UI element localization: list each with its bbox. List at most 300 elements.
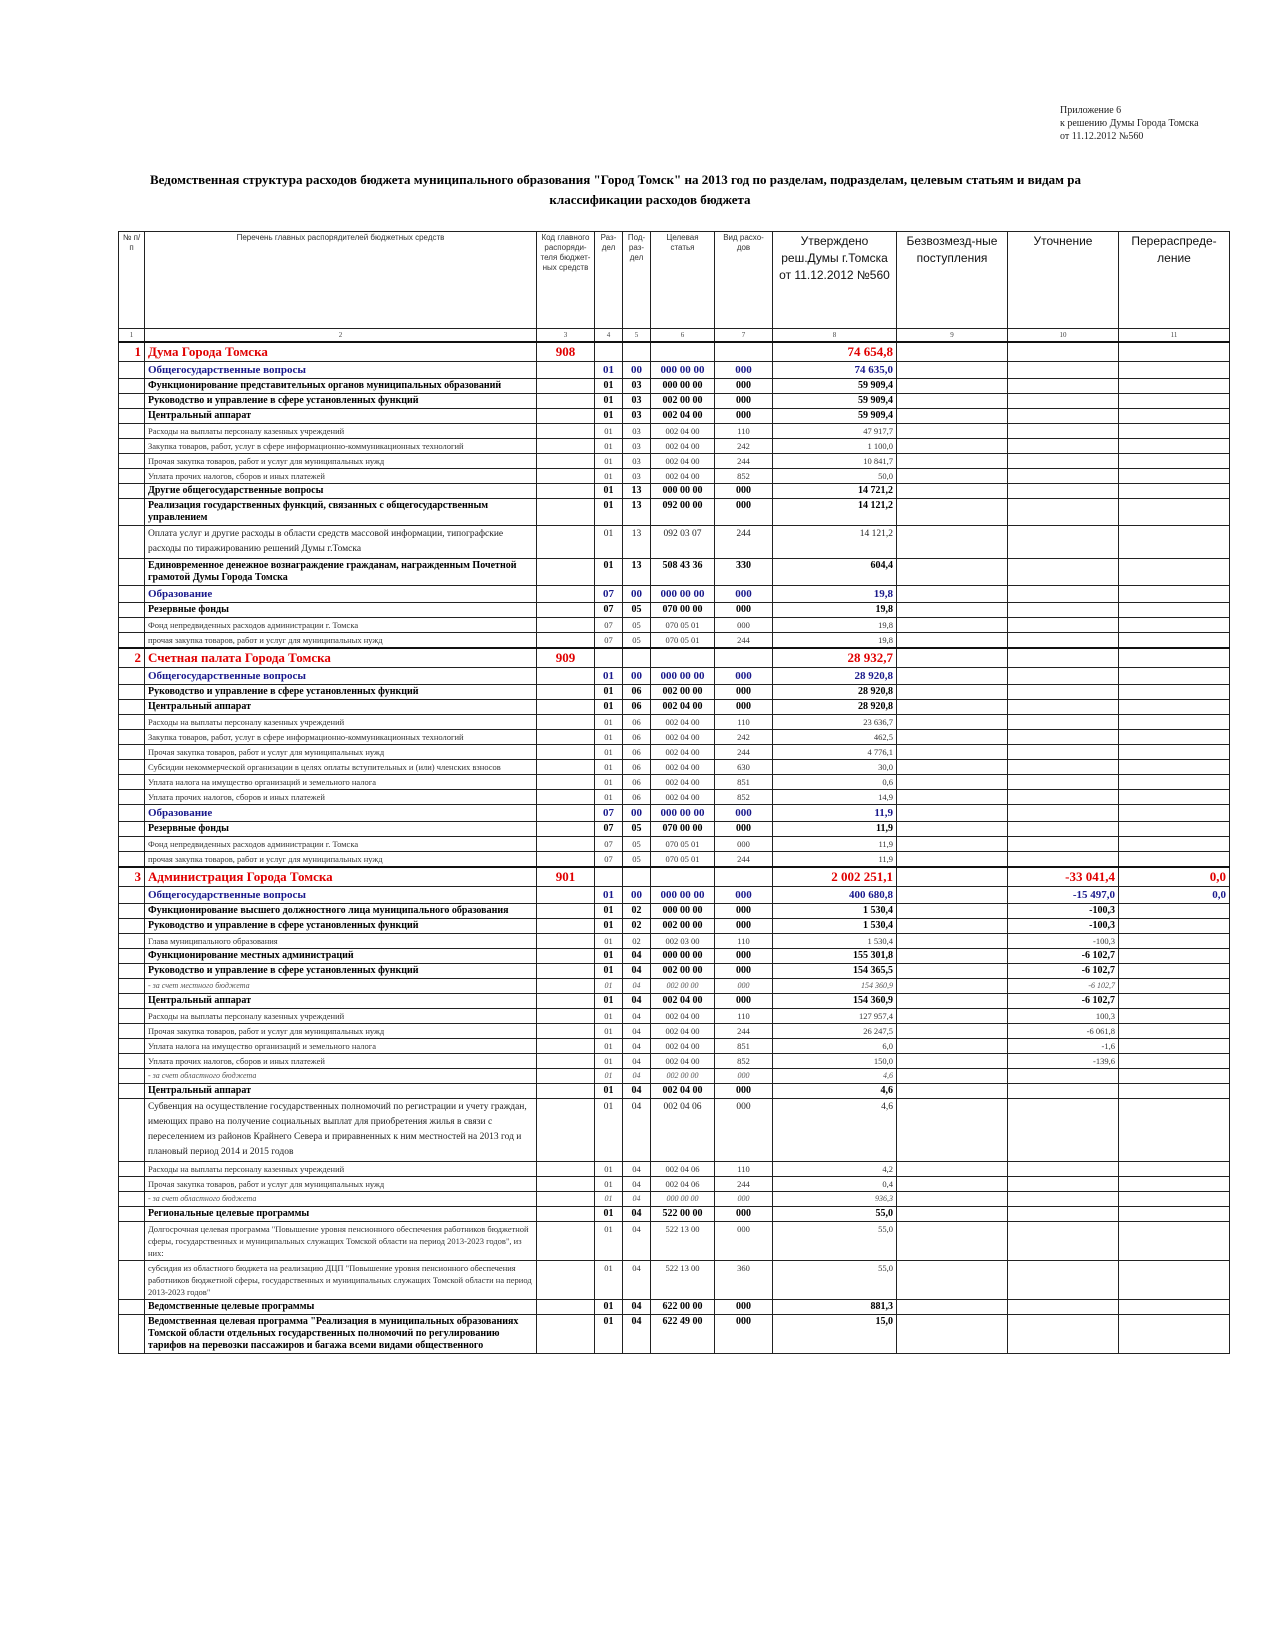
target-article: 002 04 00 xyxy=(651,439,715,454)
table-row xyxy=(119,1315,1230,1354)
section-code: 01 xyxy=(595,1177,623,1192)
clarification-amount xyxy=(1008,439,1119,454)
approved-amount: 50,0 xyxy=(773,469,897,484)
clarification-amount xyxy=(1008,837,1119,852)
section-code: 01 xyxy=(595,964,623,979)
section-code: 07 xyxy=(595,618,623,633)
admin-code xyxy=(537,685,595,700)
approved-amount: 55,0 xyxy=(773,1261,897,1300)
row-name: Функционирование местных администраций xyxy=(145,949,537,964)
row-name: - за счет областного бюджета xyxy=(145,1192,537,1207)
table-row xyxy=(119,745,1230,760)
clarification-amount xyxy=(1008,775,1119,790)
col-header: Уточнение xyxy=(1008,232,1119,329)
admin-code xyxy=(537,454,595,469)
table-row xyxy=(119,1192,1230,1207)
gratis-amount xyxy=(897,1192,1008,1207)
row-name: Общегосударственные вопросы xyxy=(145,668,537,685)
table-row xyxy=(119,469,1230,484)
expense-type: 110 xyxy=(715,715,773,730)
target-article: 002 04 00 xyxy=(651,409,715,424)
expense-type: 244 xyxy=(715,1177,773,1192)
gratis-amount xyxy=(897,526,1008,559)
subsection-code: 13 xyxy=(623,526,651,559)
table-row xyxy=(119,379,1230,394)
gratis-amount xyxy=(897,1039,1008,1054)
gratis-amount xyxy=(897,805,1008,822)
table-row xyxy=(119,730,1230,745)
subsection-code: 06 xyxy=(623,685,651,700)
clarification-amount xyxy=(1008,342,1119,362)
admin-code xyxy=(537,949,595,964)
approved-amount: 0,6 xyxy=(773,775,897,790)
section-code: 01 xyxy=(595,994,623,1009)
row-number xyxy=(119,760,145,775)
clarification-amount: -6 061,8 xyxy=(1008,1024,1119,1039)
target-article: 000 00 00 xyxy=(651,904,715,919)
col-number: 4 xyxy=(595,329,623,343)
expense-type: 242 xyxy=(715,730,773,745)
redistribution-amount xyxy=(1119,586,1230,603)
expense-type: 110 xyxy=(715,1009,773,1024)
clarification-amount xyxy=(1008,409,1119,424)
table-row xyxy=(119,1207,1230,1222)
expense-type: 110 xyxy=(715,934,773,949)
target-article: 508 43 36 xyxy=(651,559,715,586)
approved-amount: 11,9 xyxy=(773,852,897,868)
target-article: 002 04 00 xyxy=(651,715,715,730)
section-row xyxy=(119,887,1230,904)
table-row xyxy=(119,904,1230,919)
annex-line-2: к решению Думы Города Томска xyxy=(1060,118,1199,129)
title-line-1: Ведомственная структура расходов бюджета муниципального образования "Город Томск" на 2013 год по разделам, подразделам, целевым статьям и видам ра xyxy=(150,172,1082,187)
subsection-code: 02 xyxy=(623,904,651,919)
table-row xyxy=(119,484,1230,499)
target-article: 002 04 06 xyxy=(651,1177,715,1192)
row-number xyxy=(119,822,145,837)
subsection-code: 00 xyxy=(623,362,651,379)
row-name: - за счет областного бюджета xyxy=(145,1069,537,1084)
admin-code xyxy=(537,618,595,633)
section-code: 01 xyxy=(595,904,623,919)
expense-type: 000 xyxy=(715,822,773,837)
row-number xyxy=(119,1024,145,1039)
target-article: 002 04 06 xyxy=(651,1162,715,1177)
subsection-code: 04 xyxy=(623,1009,651,1024)
row-name: Общегосударственные вопросы xyxy=(145,362,537,379)
target-article: 002 04 00 xyxy=(651,454,715,469)
admin-code xyxy=(537,805,595,822)
expense-type: 244 xyxy=(715,454,773,469)
gratis-amount xyxy=(897,1024,1008,1039)
expense-type: 630 xyxy=(715,760,773,775)
approved-amount: 4,2 xyxy=(773,1162,897,1177)
redistribution-amount: 0,0 xyxy=(1119,867,1230,887)
section-code: 01 xyxy=(595,1054,623,1069)
row-number: 1 xyxy=(119,342,145,362)
row-name: Функционирование представительных органов муниципальных образований xyxy=(145,379,537,394)
section-code: 01 xyxy=(595,1222,623,1261)
approved-amount: 154 360,9 xyxy=(773,994,897,1009)
admin-code xyxy=(537,934,595,949)
subsection-code: 04 xyxy=(623,1222,651,1261)
subsection-code: 04 xyxy=(623,949,651,964)
target-article xyxy=(651,648,715,668)
expense-type: 000 xyxy=(715,805,773,822)
gratis-amount xyxy=(897,715,1008,730)
admin-code xyxy=(537,715,595,730)
gratis-amount xyxy=(897,887,1008,904)
target-article: 002 00 00 xyxy=(651,1069,715,1084)
subsection-code: 04 xyxy=(623,1261,651,1300)
subsection-code: 04 xyxy=(623,1162,651,1177)
gratis-amount xyxy=(897,484,1008,499)
gratis-amount xyxy=(897,1315,1008,1354)
admin-code xyxy=(537,439,595,454)
gratis-amount xyxy=(897,867,1008,887)
section-code: 01 xyxy=(595,730,623,745)
table-row xyxy=(119,1084,1230,1099)
target-article: 002 03 00 xyxy=(651,934,715,949)
approved-amount: 10 841,7 xyxy=(773,454,897,469)
expense-type: 242 xyxy=(715,439,773,454)
target-article: 070 05 01 xyxy=(651,852,715,868)
expense-type: 244 xyxy=(715,852,773,868)
clarification-amount: -6 102,7 xyxy=(1008,994,1119,1009)
row-name: Другие общегосударственные вопросы xyxy=(145,484,537,499)
redistribution-amount xyxy=(1119,1177,1230,1192)
row-number xyxy=(119,1300,145,1315)
section-code: 07 xyxy=(595,586,623,603)
table-row xyxy=(119,454,1230,469)
subsection-code xyxy=(623,648,651,668)
gratis-amount xyxy=(897,760,1008,775)
section-code: 01 xyxy=(595,1315,623,1354)
target-article: 522 00 00 xyxy=(651,1207,715,1222)
redistribution-amount xyxy=(1119,904,1230,919)
gratis-amount xyxy=(897,1207,1008,1222)
org-row xyxy=(119,342,1230,362)
table-row xyxy=(119,1009,1230,1024)
section-code: 01 xyxy=(595,887,623,904)
row-name: Прочая закупка товаров, работ и услуг для муниципальных нужд xyxy=(145,454,537,469)
redistribution-amount xyxy=(1119,949,1230,964)
expense-type xyxy=(715,342,773,362)
clarification-amount xyxy=(1008,1069,1119,1084)
gratis-amount xyxy=(897,342,1008,362)
gratis-amount xyxy=(897,648,1008,668)
header-row xyxy=(119,232,1230,329)
expense-type: 000 xyxy=(715,1192,773,1207)
target-article: 622 00 00 xyxy=(651,1300,715,1315)
target-article: 000 00 00 xyxy=(651,586,715,603)
row-name: Реализация государственных функций, связанных с общегосударственным управлением xyxy=(145,499,537,526)
row-name: Прочая закупка товаров, работ и услуг для муниципальных нужд xyxy=(145,745,537,760)
admin-code xyxy=(537,745,595,760)
target-article: 000 00 00 xyxy=(651,949,715,964)
row-number xyxy=(119,1315,145,1354)
redistribution-amount xyxy=(1119,964,1230,979)
admin-code xyxy=(537,760,595,775)
row-number xyxy=(119,700,145,715)
section-code: 01 xyxy=(595,1009,623,1024)
gratis-amount xyxy=(897,994,1008,1009)
admin-code xyxy=(537,668,595,685)
redistribution-amount xyxy=(1119,1054,1230,1069)
approved-amount: 881,3 xyxy=(773,1300,897,1315)
approved-amount: 14,9 xyxy=(773,790,897,805)
redistribution-amount xyxy=(1119,790,1230,805)
clarification-amount: -6 102,7 xyxy=(1008,949,1119,964)
clarification-amount xyxy=(1008,424,1119,439)
row-name: Прочая закупка товаров, работ и услуг для муниципальных нужд xyxy=(145,1177,537,1192)
table-row xyxy=(119,1261,1230,1300)
admin-code xyxy=(537,1084,595,1099)
subsection-code: 05 xyxy=(623,633,651,649)
target-article: 070 05 01 xyxy=(651,837,715,852)
subsection-code: 04 xyxy=(623,994,651,1009)
row-name: Руководство и управление в сфере установленных функций xyxy=(145,685,537,700)
target-article: 000 00 00 xyxy=(651,484,715,499)
row-name: Расходы на выплаты персоналу казенных учреждений xyxy=(145,1162,537,1177)
clarification-amount xyxy=(1008,1315,1119,1354)
col-number: 3 xyxy=(537,329,595,343)
col-header: № п/п xyxy=(119,232,145,329)
clarification-amount xyxy=(1008,586,1119,603)
col-header: Перераспреде-ление xyxy=(1119,232,1230,329)
approved-amount: 14 121,2 xyxy=(773,499,897,526)
table-row xyxy=(119,837,1230,852)
row-name: Центральный аппарат xyxy=(145,700,537,715)
expense-type: 000 xyxy=(715,919,773,934)
redistribution-amount xyxy=(1119,618,1230,633)
gratis-amount xyxy=(897,499,1008,526)
section-code: 07 xyxy=(595,805,623,822)
admin-code xyxy=(537,1069,595,1084)
row-number xyxy=(119,1039,145,1054)
expense-type: 852 xyxy=(715,790,773,805)
section-code: 01 xyxy=(595,949,623,964)
target-article: 002 04 00 xyxy=(651,424,715,439)
section-row xyxy=(119,668,1230,685)
redistribution-amount xyxy=(1119,424,1230,439)
section-code: 01 xyxy=(595,1069,623,1084)
col-header: Целевая статья xyxy=(651,232,715,329)
section-code: 01 xyxy=(595,1207,623,1222)
subsection-code: 06 xyxy=(623,790,651,805)
section-code xyxy=(595,342,623,362)
approved-amount: 0,4 xyxy=(773,1177,897,1192)
redistribution-amount xyxy=(1119,852,1230,868)
subsection-code: 03 xyxy=(623,409,651,424)
row-number xyxy=(119,484,145,499)
expense-type: 360 xyxy=(715,1261,773,1300)
clarification-amount: -1,6 xyxy=(1008,1039,1119,1054)
subsection-code: 03 xyxy=(623,469,651,484)
admin-code xyxy=(537,603,595,618)
subsection-code: 06 xyxy=(623,775,651,790)
admin-code xyxy=(537,730,595,745)
annex-line-1: Приложение 6 xyxy=(1060,105,1122,116)
approved-amount: 11,9 xyxy=(773,822,897,837)
column-number-row xyxy=(119,329,1230,343)
col-header: Код главного распоряди-теля бюджет-ных средств xyxy=(537,232,595,329)
section-code: 01 xyxy=(595,790,623,805)
gratis-amount xyxy=(897,790,1008,805)
gratis-amount xyxy=(897,904,1008,919)
clarification-amount xyxy=(1008,1084,1119,1099)
admin-code xyxy=(537,1009,595,1024)
admin-code xyxy=(537,1222,595,1261)
target-article: 092 03 07 xyxy=(651,526,715,559)
row-number xyxy=(119,1162,145,1177)
row-number xyxy=(119,633,145,649)
clarification-amount xyxy=(1008,499,1119,526)
section-code: 07 xyxy=(595,603,623,618)
approved-amount: 154 365,5 xyxy=(773,964,897,979)
expense-type: 000 xyxy=(715,1222,773,1261)
row-name: Уплата прочих налогов, сборов и иных платежей xyxy=(145,469,537,484)
redistribution-amount xyxy=(1119,1192,1230,1207)
row-number: 2 xyxy=(119,648,145,668)
subsection-code: 04 xyxy=(623,1315,651,1354)
redistribution-amount xyxy=(1119,603,1230,618)
row-number xyxy=(119,1054,145,1069)
row-name: Фонд непредвиденных расходов администрации г. Томска xyxy=(145,618,537,633)
row-name: Глава муниципального образования xyxy=(145,934,537,949)
col-header: Раз-дел xyxy=(595,232,623,329)
row-number xyxy=(119,1222,145,1261)
row-name: Оплата услуг и другие расходы в области средств массовой информации, типографские расходы по тиражированию решений Думы г.Томска xyxy=(145,526,537,559)
section-code: 01 xyxy=(595,379,623,394)
approved-amount: 462,5 xyxy=(773,730,897,745)
section-code: 01 xyxy=(595,469,623,484)
row-number xyxy=(119,1207,145,1222)
admin-code xyxy=(537,1300,595,1315)
table-row xyxy=(119,1162,1230,1177)
subsection-code: 04 xyxy=(623,1039,651,1054)
budget-table xyxy=(118,231,1230,1354)
admin-code: 901 xyxy=(537,867,595,887)
target-article: 522 13 00 xyxy=(651,1261,715,1300)
gratis-amount xyxy=(897,1162,1008,1177)
subsection-code: 02 xyxy=(623,919,651,934)
section-code: 01 xyxy=(595,1024,623,1039)
approved-amount: 4,6 xyxy=(773,1084,897,1099)
target-article: 002 04 00 xyxy=(651,775,715,790)
gratis-amount xyxy=(897,439,1008,454)
admin-code xyxy=(537,484,595,499)
gratis-amount xyxy=(897,775,1008,790)
section-code: 01 xyxy=(595,362,623,379)
col-number: 1 xyxy=(119,329,145,343)
expense-type: 852 xyxy=(715,1054,773,1069)
subsection-code xyxy=(623,342,651,362)
approved-amount: 1 530,4 xyxy=(773,904,897,919)
subsection-code: 04 xyxy=(623,1207,651,1222)
expense-type: 000 xyxy=(715,362,773,379)
redistribution-amount xyxy=(1119,919,1230,934)
redistribution-amount xyxy=(1119,934,1230,949)
row-number xyxy=(119,1069,145,1084)
admin-code xyxy=(537,775,595,790)
clarification-amount: -33 041,4 xyxy=(1008,867,1119,887)
section-code: 01 xyxy=(595,979,623,994)
gratis-amount xyxy=(897,1222,1008,1261)
approved-amount: 127 957,4 xyxy=(773,1009,897,1024)
redistribution-amount xyxy=(1119,526,1230,559)
approved-amount: 14 121,2 xyxy=(773,526,897,559)
col-number: 10 xyxy=(1008,329,1119,343)
approved-amount: 604,4 xyxy=(773,559,897,586)
redistribution-amount xyxy=(1119,700,1230,715)
redistribution-amount xyxy=(1119,439,1230,454)
section-code: 01 xyxy=(595,1039,623,1054)
redistribution-amount: 0,0 xyxy=(1119,887,1230,904)
table-row xyxy=(119,1177,1230,1192)
annex-line-3: от 11.12.2012 №560 xyxy=(1060,131,1144,142)
approved-amount: 4,6 xyxy=(773,1069,897,1084)
target-article: 002 04 00 xyxy=(651,1054,715,1069)
section-code: 01 xyxy=(595,394,623,409)
target-article: 070 05 01 xyxy=(651,633,715,649)
gratis-amount xyxy=(897,745,1008,760)
redistribution-amount xyxy=(1119,469,1230,484)
redistribution-amount xyxy=(1119,1315,1230,1354)
target-article: 002 04 00 xyxy=(651,1009,715,1024)
redistribution-amount xyxy=(1119,1084,1230,1099)
clarification-amount: -6 102,7 xyxy=(1008,964,1119,979)
table-row xyxy=(119,1222,1230,1261)
approved-amount: 74 654,8 xyxy=(773,342,897,362)
redistribution-amount xyxy=(1119,994,1230,1009)
admin-code xyxy=(537,1024,595,1039)
row-number xyxy=(119,454,145,469)
approved-amount: 59 909,4 xyxy=(773,379,897,394)
redistribution-amount xyxy=(1119,668,1230,685)
subsection-code: 05 xyxy=(623,603,651,618)
subsection-code: 04 xyxy=(623,1024,651,1039)
gratis-amount xyxy=(897,934,1008,949)
clarification-amount xyxy=(1008,362,1119,379)
redistribution-amount xyxy=(1119,379,1230,394)
row-number xyxy=(119,979,145,994)
expense-type: 000 xyxy=(715,668,773,685)
clarification-amount xyxy=(1008,1177,1119,1192)
row-name: - за счет местного бюджета xyxy=(145,979,537,994)
approved-amount: 11,9 xyxy=(773,805,897,822)
gratis-amount xyxy=(897,424,1008,439)
expense-type: 244 xyxy=(715,633,773,649)
row-number xyxy=(119,668,145,685)
col-header: Вид расхо-дов xyxy=(715,232,773,329)
section-code: 07 xyxy=(595,822,623,837)
col-number: 7 xyxy=(715,329,773,343)
gratis-amount xyxy=(897,1084,1008,1099)
subsection-code: 04 xyxy=(623,1099,651,1162)
redistribution-amount xyxy=(1119,1261,1230,1300)
redistribution-amount xyxy=(1119,1069,1230,1084)
gratis-amount xyxy=(897,618,1008,633)
approved-amount: 936,3 xyxy=(773,1192,897,1207)
clarification-amount xyxy=(1008,603,1119,618)
row-number xyxy=(119,837,145,852)
clarification-amount xyxy=(1008,1099,1119,1162)
row-name: Закупка товаров, работ, услуг в сфере информационно-коммуникационных технологий xyxy=(145,730,537,745)
expense-type: 852 xyxy=(715,469,773,484)
row-number xyxy=(119,1177,145,1192)
row-number xyxy=(119,685,145,700)
